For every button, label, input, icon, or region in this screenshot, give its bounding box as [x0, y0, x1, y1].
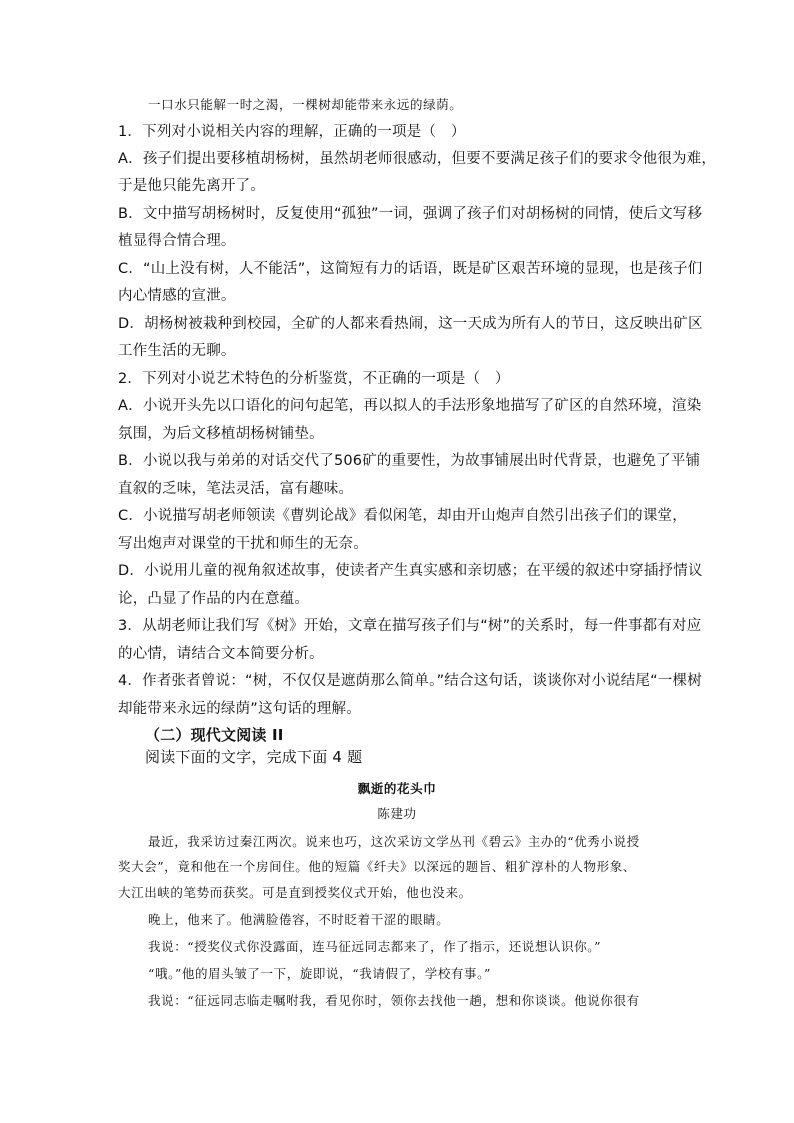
question-2-option-b: B．小说以我与弟弟的对话交代了506矿的重要性，为故事铺展出时代背景，也避免了平铺 — [118, 453, 701, 469]
question-1-stem: 1．下列对小说相关内容的理解，正确的一项是（ ） — [118, 124, 466, 140]
question-3-line: 3．从胡老师让我们写《树》开始，文章在描写孩子们与“树”的关系时，每一件事都有对应 — [118, 618, 702, 634]
question-1-option-a: A．孩子们提出要移植胡杨树，虽然胡老师很感动，但要不要满足孩子们的要求令他很为难， — [118, 151, 717, 167]
question-2-option-d: D．小说用儿童的视角叙述故事，使读者产生真实感和亲切感；在平缓的叙述中穿插抒情议 — [118, 563, 703, 579]
story-paragraph-1-line-2: 奖大会”，竟和他在一个房间住。他的短篇《纤夫》以深远的题旨、粗犷淳朴的人物形象、 — [118, 859, 636, 874]
quote-line: 一口水只能解一时之渴，一棵树却能带来永远的绿荫。 — [148, 97, 463, 112]
question-2-option-b-cont: 直叙的乏味，笔法灵活，富有趣味。 — [118, 481, 354, 497]
story-author: 陈建功 — [377, 806, 417, 821]
section-heading: （二）现代文阅读 II — [145, 726, 284, 744]
story-paragraph-1-line-1: 最近，我采访过秦江两次。说来也巧，这次采访文学丛刊《碧云》主办的“优秀小说授 — [148, 834, 640, 849]
story-title: 飘逝的花头巾 — [357, 781, 437, 796]
section-instruction: 阅读下面的文字，完成下面 4 题 — [145, 748, 363, 766]
story-paragraph-2: 晚上，他来了。他满脸倦容，不时眨着干涩的眼睛。 — [148, 912, 450, 927]
story-paragraph-3: 我说：“授奖仪式你没露面，连马征远同志都来了，作了指示，还说想认识你。” — [148, 939, 602, 954]
question-1-option-b-cont: 植显得合情合理。 — [118, 233, 236, 249]
question-1-option-c-cont: 内心情感的宣泄。 — [118, 288, 236, 304]
story-paragraph-5: 我说：“征远同志临走嘱咐我，看见你时，领你去找他一趟，想和你谈谈。他说你很有 — [148, 993, 640, 1008]
question-2-option-a-cont: 氛围，为后文移植胡杨树铺垫。 — [118, 426, 324, 442]
question-2-option-c-cont: 写出炮声对课堂的干扰和师生的无奈。 — [118, 536, 368, 552]
question-4-line-cont: 却能带来永远的绿荫”这句话的理解。 — [118, 701, 361, 717]
question-3-line-cont: 的心情，请结合文本简要分析。 — [118, 646, 324, 662]
question-1-option-d: D．胡杨树被栽种到校园，全矿的人都来看热闹，这一天成为所有人的节日，这反映出矿区 — [118, 316, 703, 332]
question-2-option-a: A．小说开头先以口语化的问句起笔，再以拟人的手法形象地描写了矿区的自然环境，渲染 — [118, 398, 702, 414]
question-2-option-c: C．小说描写胡老师领读《曹刿论战》看似闲笔，却由开山炮声自然引出孩子们的课堂， — [118, 508, 687, 524]
question-1-option-c: C．“山上没有树，人不能活”，这简短有力的话语，既是矿区艰苦环境的显现，也是孩子们 — [118, 261, 703, 277]
question-4-line: 4．作者张者曾说：“树，不仅仅是遮荫那么简单。”结合这句话，谈谈你对小说结尾“一棵树 — [118, 673, 702, 689]
story-paragraph-4: “哦。”他的眉头皱了一下，旋即说，“我请假了，学校有事。” — [148, 966, 491, 981]
question-1-option-b: B．文中描写胡杨树时，反复使用“孤独”一词，强调了孩子们对胡杨树的同情，使后文写移 — [118, 206, 703, 222]
question-1-option-a-cont: 于是他只能先离开了。 — [118, 178, 265, 194]
question-1-option-d-cont: 工作生活的无聊。 — [118, 343, 236, 359]
question-2-option-d-cont: 论，凸显了作品的内在意蕴。 — [118, 591, 310, 607]
question-2-stem: 2．下列对小说艺术特色的分析鉴赏，不正确的一项是（ ） — [118, 371, 510, 387]
story-paragraph-1-line-3: 大江出峡的笔势而获奖。可是直到授奖仪式开始，他也没来。 — [118, 885, 472, 900]
